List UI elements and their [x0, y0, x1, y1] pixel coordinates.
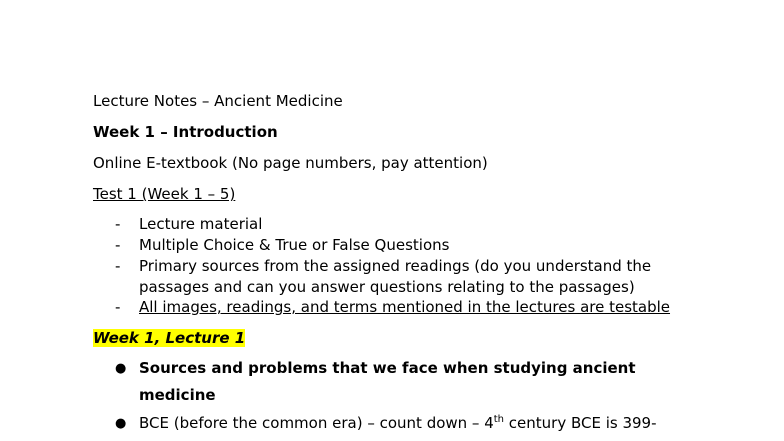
- bullet-item-text: Sources and problems that we face when studying ancient: [139, 359, 636, 377]
- dash-marker: -: [115, 257, 121, 275]
- dash-marker: -: [115, 215, 121, 233]
- dash-marker: -: [115, 298, 121, 316]
- list-item: [115, 214, 262, 235]
- week-heading: Week 1 – Introduction: [93, 123, 278, 141]
- list-item: [115, 256, 651, 298]
- list-item-text: Multiple Choice & True or False Questions: [139, 236, 450, 254]
- bullet-item-text-continued: medicine: [139, 386, 216, 404]
- bullet-item-text: BCE (before the common era) – count down – 4th century BCE is 399-: [139, 414, 657, 432]
- list-item-text: Lecture material: [139, 215, 263, 233]
- lecture-heading-line: [93, 328, 245, 348]
- list-item-text: All images, readings, and terms mentioned in the lectures are testable: [139, 298, 671, 316]
- test-heading: Test 1 (Week 1 – 5): [93, 185, 236, 203]
- document-title: Lecture Notes – Ancient Medicine: [93, 92, 343, 110]
- list-item-text: Primary sources from the assigned readings (do you understand the: [139, 257, 652, 275]
- list-item-text-continued: passages and can you answer questions relating to the passages): [139, 278, 635, 296]
- bullet-item: [115, 410, 657, 437]
- bullet-marker: ●: [115, 416, 127, 431]
- list-item: [115, 235, 449, 256]
- textbook-line: Online E-textbook (No page numbers, pay attention): [93, 154, 488, 172]
- bullet-marker: ●: [115, 361, 127, 376]
- bullet-item: [115, 355, 636, 409]
- dash-marker: -: [115, 236, 121, 254]
- list-item: [115, 297, 670, 318]
- lecture-heading: Week 1, Lecture 1: [93, 329, 246, 347]
